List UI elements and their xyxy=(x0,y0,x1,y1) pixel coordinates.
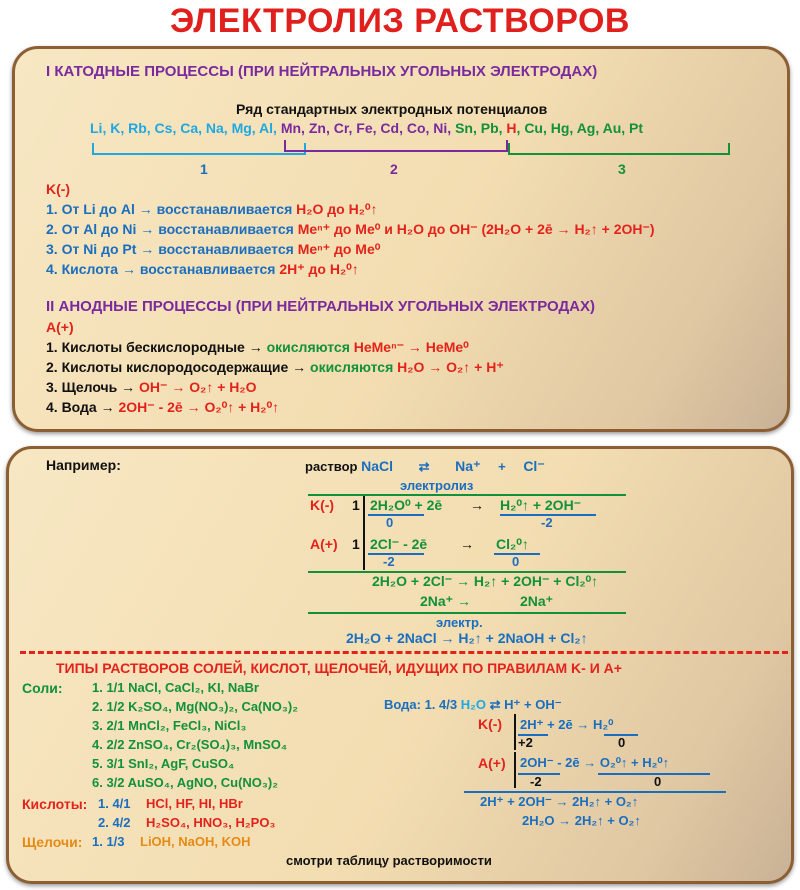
water-k-ox-left: +2 xyxy=(518,735,533,750)
series-group3b: , Cu, Hg, Ag, Au, Pt xyxy=(516,120,644,136)
group2-label: 2 xyxy=(390,161,398,177)
example-k-ox-left: 0 xyxy=(386,515,394,530)
example-k-eq-left: 2H₂O⁰ + 2ē xyxy=(370,497,443,513)
water-k-ox-right: 0 xyxy=(618,735,626,750)
anode-rule-2: 2. Кислоты кислородосодержащие → окисляются H₂O → O₂↑ + H⁺ xyxy=(46,359,504,375)
salts-label: Соли: xyxy=(22,680,63,696)
elektr-label: электр. xyxy=(436,615,483,630)
salt-type-3: 3. 2/1 MnCl₂, FeCl₃, NiCl₃ xyxy=(92,718,247,733)
water-sum-rule xyxy=(464,791,726,793)
salt-type-4: 4. 2/2 ZnSO₄, Cr₂(SO₄)₃, MnSO₄ xyxy=(92,737,288,752)
example-sum-1: 2H₂O + 2Cl⁻ → H₂↑ + 2OH⁻ + Cl₂⁰↑ xyxy=(372,573,599,589)
example-a-ox-right: 0 xyxy=(512,554,520,569)
example-final-rule xyxy=(308,612,626,614)
salt-type-1: 1. 1/1 NaCl, CaCl₂, KI, NaBr xyxy=(92,680,259,695)
example-a-divider xyxy=(363,534,365,570)
alkali-type-list: LiOH, NaOH, KOH xyxy=(140,834,251,849)
example-k-coef: 1 xyxy=(352,497,360,513)
cathode-rule-2: 2. От Al до Ni → восстанавливается Meⁿ⁺ до Me⁰ и H₂O до OH⁻ (2H₂O + 2ē → H₂↑ + 2OH⁻) xyxy=(46,221,655,237)
example-final-equation: 2H₂O + 2NaCl → H₂↑ + 2NaOH + Cl₂↑ xyxy=(346,630,588,646)
group1-bracket xyxy=(92,143,306,155)
water-k-label: K(-) xyxy=(478,716,503,732)
acid-type-2-list: H₂SO₄, HNO₃, H₂PO₃ xyxy=(146,815,276,830)
example-k-ox-right: -2 xyxy=(541,515,553,530)
water-a-eq: 2OH⁻ - 2ē → O₂⁰↑ + H₂⁰↑ xyxy=(520,755,670,770)
series-group2: Mn, Zn, Cr, Fe, Cd, Co, Ni, xyxy=(276,120,452,136)
series-title: Ряд стандартных электродных потенциалов xyxy=(236,101,548,117)
cathode-electrode: K(-) xyxy=(46,181,71,197)
page-title: ЭЛЕКТРОЛИЗ РАСТВОРОВ xyxy=(170,2,630,40)
acid-type-1-list: HCl, HF, HI, HBr xyxy=(146,796,243,811)
group1-label: 1 xyxy=(200,161,208,177)
cathode-rule-3: 3. От Ni до Pt → восстанавливается Meⁿ⁺ до Me⁰ xyxy=(46,241,381,257)
salt-type-6: 6. 3/2 AuSO₄, AgNO, Cu(NO₃)₂ xyxy=(92,775,279,790)
section-divider xyxy=(20,651,788,654)
water-a-ox-left: -2 xyxy=(530,774,542,789)
example-a-label: A(+) xyxy=(310,536,338,552)
alkali-label: Щелочи: xyxy=(22,834,83,850)
group3-label: 3 xyxy=(618,161,626,177)
example-sum-2-left: 2Na⁺ → xyxy=(420,593,471,609)
example-label: Например: xyxy=(46,457,121,473)
series-hydrogen: H xyxy=(506,120,517,136)
example-k-label: K(-) xyxy=(310,497,335,513)
cathode-rule-1: 1. От Li до Al → восстанавливается H₂O до H₂⁰↑ xyxy=(46,201,378,217)
example-a-eq-right: Cl₂⁰↑ xyxy=(496,536,529,552)
water-line: Вода: 1. 4/3 H₂O ⇄ H⁺ + OH⁻ xyxy=(384,697,562,712)
example-k-arrow: → xyxy=(470,497,484,513)
anode-electrode: A(+) xyxy=(46,319,74,335)
acid-type-1-num: 1. 4/1 xyxy=(98,796,131,811)
types-heading: ТИПЫ РАСТВОРОВ СОЛЕЙ, КИСЛОТ, ЩЕЛОЧЕЙ, ИДУЩИХ ПО ПРАВИЛАМ K- И A+ xyxy=(56,660,622,676)
footer-note: смотри таблицу растворимости xyxy=(286,853,492,868)
series-group3a: Sn, Pb, xyxy=(451,120,507,136)
anode-heading: II АНОДНЫЕ ПРОЦЕССЫ (ПРИ НЕЙТРАЛЬНЫХ УГОЛЬНЫХ ЭЛЕКТРОДАХ) xyxy=(46,298,596,315)
cathode-rule-4: 4. Кислота → восстанавливается 2H⁺ до H₂⁰↑ xyxy=(46,261,359,277)
dissociation-line: раствор NaCl ⇄ Na⁺ + Cl⁻ xyxy=(305,458,545,474)
anode-rule-4: 4. Вода → 2OH⁻ - 2ē → O₂⁰↑ + H₂⁰↑ xyxy=(46,399,280,415)
example-a-ox-line-left xyxy=(368,553,424,555)
series-group1: Li, K, Rb, Cs, Ca, Na, Mg, Al, xyxy=(90,120,277,136)
water-a-label: A(+) xyxy=(478,755,506,771)
example-k-ox-line-left xyxy=(368,514,424,516)
cathode-heading: I КАТОДНЫЕ ПРОЦЕССЫ (ПРИ НЕЙТРАЛЬНЫХ УГОЛЬНЫХ ЭЛЕКТРОДАХ) xyxy=(46,63,598,80)
potential-series xyxy=(90,120,643,136)
example-a-arrow: → xyxy=(460,536,474,552)
water-sum-1: 2H⁺ + 2OH⁻ → 2H₂↑ + O₂↑ xyxy=(480,794,639,809)
example-top-rule xyxy=(308,494,626,496)
water-sum-2: 2H₂O → 2H₂↑ + O₂↑ xyxy=(522,813,641,828)
group2-bracket xyxy=(284,140,508,152)
water-a-ox-right: 0 xyxy=(654,774,662,789)
anode-rule-3: 3. Щелочь → OH⁻ → O₂↑ + H₂O xyxy=(46,379,257,395)
example-k-eq-right: H₂⁰↑ + 2OH⁻ xyxy=(500,497,582,513)
acid-type-2-num: 2. 4/2 xyxy=(98,815,131,830)
example-sum-2-right: 2Na⁺ xyxy=(520,593,554,609)
water-k-eq: 2H⁺ + 2ē → H₂⁰ xyxy=(520,717,614,732)
anode-rule-1: 1. Кислоты бескислородные → окисляются HeMeⁿ⁻ → HeMe⁰ xyxy=(46,339,469,355)
salt-type-5: 5. 3/1 SnI₂, AgF, CuSO₄ xyxy=(92,756,235,771)
electrolysis-label: электролиз xyxy=(400,478,474,493)
example-a-eq-left: 2Cl⁻ - 2ē xyxy=(370,536,428,552)
salt-type-2: 2. 1/2 K₂SO₄, Mg(NO₃)₂, Ca(NO₃)₂ xyxy=(92,699,299,714)
example-a-coef: 1 xyxy=(352,536,360,552)
alkali-type-num: 1. 1/3 xyxy=(92,834,125,849)
water-k-divider xyxy=(514,714,516,750)
acids-label: Кислоты: xyxy=(22,796,88,812)
water-a-divider xyxy=(514,752,516,788)
example-a-ox-left: -2 xyxy=(383,554,395,569)
group3-bracket xyxy=(508,143,730,155)
